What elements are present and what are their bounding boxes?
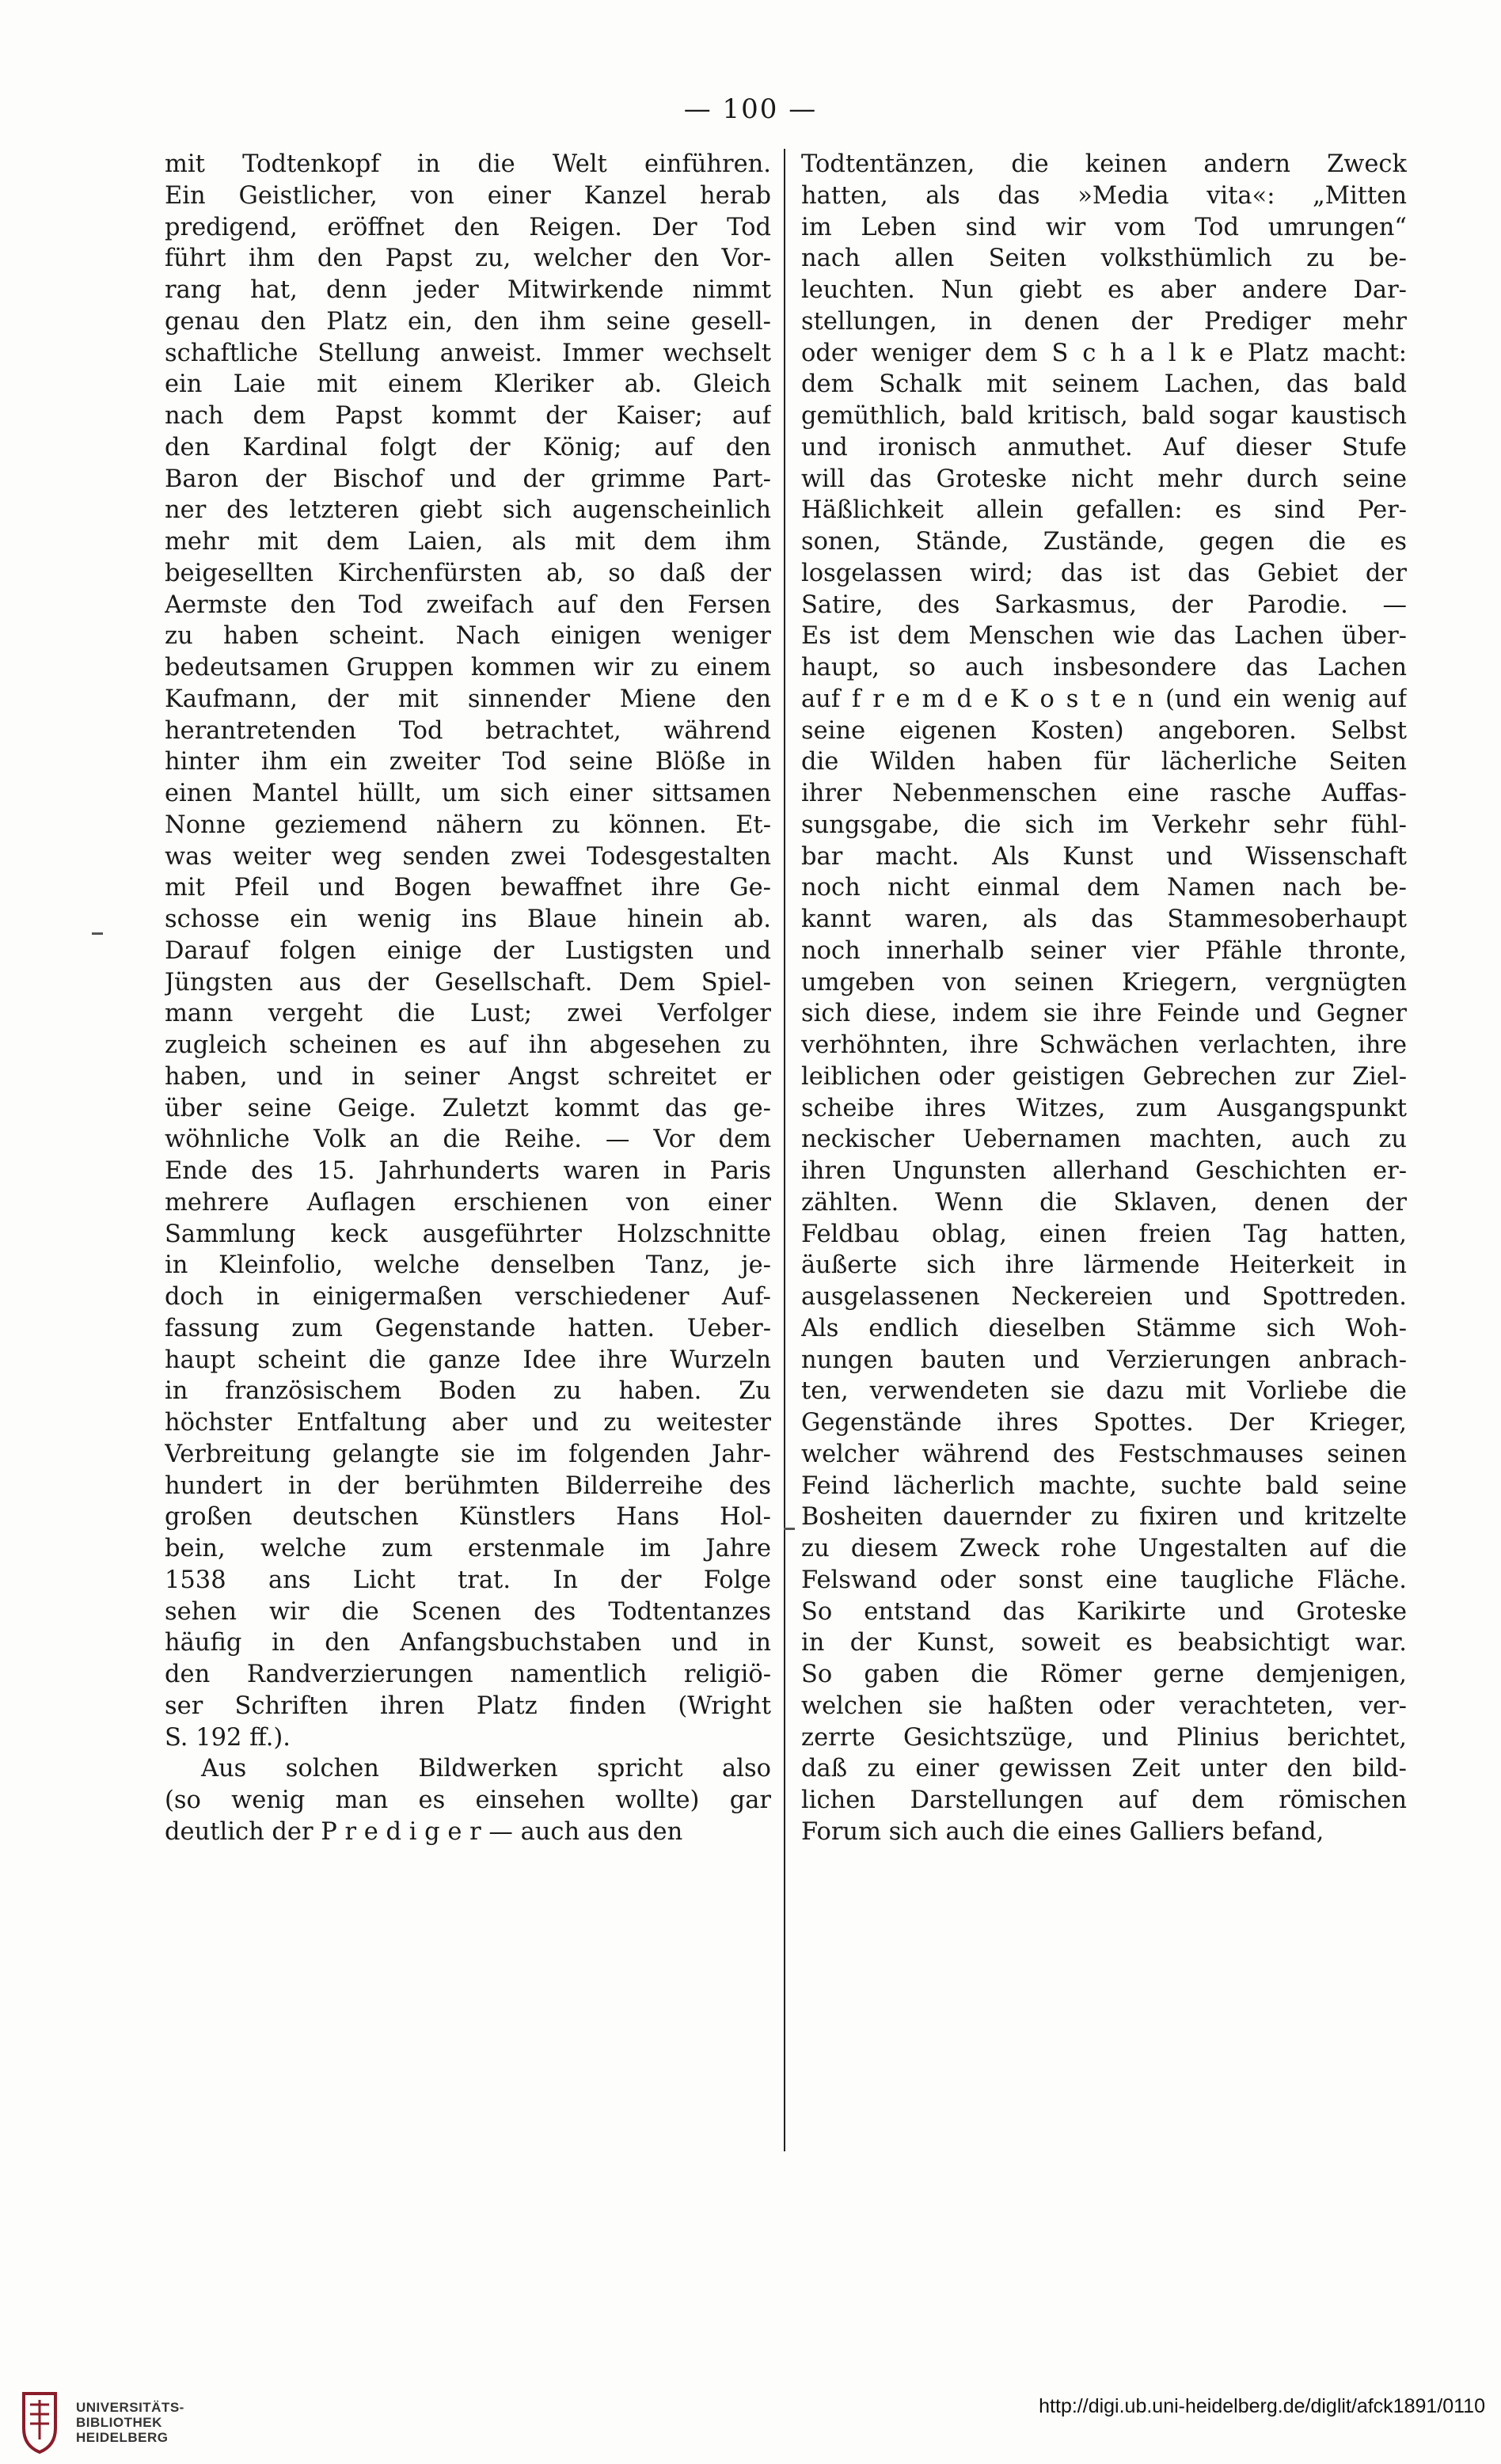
- text-line: noch innerhalb seiner vier Pfähle thronte,: [801, 936, 1407, 965]
- text-line: welchen sie haßten oder verachteten, ver-: [801, 1691, 1407, 1720]
- text-line: herantretenden Tod betrachtet, während: [165, 716, 771, 745]
- text-line: hatten, als das »Media vita«: „Mitten: [801, 181, 1407, 210]
- text-line: und ironisch anmuthet. Auf dieser Stufe: [801, 433, 1407, 461]
- text-line: (so wenig man es einsehen wollte) gar: [165, 1786, 771, 1814]
- text-line: deutlich der P r e d i g e r — auch aus den: [165, 1817, 683, 1846]
- text-line: So gaben die Römer gerne demjenigen,: [801, 1661, 1407, 1688]
- text-line: ausgelassenen Neckereien und Spottreden.: [801, 1283, 1407, 1311]
- text-line: seine eigenen Kosten) angeboren. Selbst: [801, 716, 1407, 745]
- text-line: doch in einigermaßen verschiedener Auf-: [165, 1283, 771, 1311]
- text-line: nungen bauten und Verzierungen anbrach-: [801, 1346, 1407, 1374]
- text-line: S. 192 ff.).: [165, 1723, 291, 1752]
- text-line: über seine Geige. Zuletzt kommt das ge-: [165, 1094, 771, 1122]
- text-line: Jüngsten aus der Gesellschaft. Dem Spiel-: [165, 968, 771, 997]
- text-line: daß zu einer gewissen Zeit unter den bild-: [801, 1755, 1407, 1783]
- text-line: Baron der Bischof und der grimme Part-: [165, 465, 771, 493]
- text-line: den Kardinal folgt der König; auf den: [165, 433, 771, 461]
- text-line: zu haben scheint. Nach einigen weniger: [165, 622, 771, 651]
- text-line: ihren Ungunsten allerhand Geschichten er-: [801, 1157, 1407, 1185]
- text-line: Darauf folgen einige der Lustigsten und: [165, 936, 771, 965]
- text-line: Felswand oder sonst eine taugliche Fläche.: [801, 1566, 1407, 1594]
- text-line: genau den Platz ein, den ihm seine gesell-: [165, 307, 771, 336]
- text-line: Ein Geistlicher, von einer Kanzel herab: [165, 181, 771, 210]
- text-line: hundert in der berühmten Bilderreihe des: [165, 1471, 771, 1500]
- text-line: schaftliche Stellung anweist. Immer wechselt: [165, 339, 771, 367]
- text-line: Es ist dem Menschen wie das Lachen über-: [801, 622, 1407, 651]
- library-seal-icon: [16, 2390, 63, 2454]
- text-line: Todtentänzen, die keinen andern Zweck: [801, 150, 1407, 178]
- text-line: ten, verwendeten sie dazu mit Vorliebe die: [801, 1377, 1407, 1406]
- text-line: bein, welche zum erstenmale im Jahre: [165, 1535, 771, 1562]
- text-line: Ende des 15. Jahrhunderts waren in Paris: [165, 1157, 771, 1185]
- text-line: schosse ein wenig ins Blaue hinein ab.: [165, 905, 771, 933]
- library-name: [76, 2400, 184, 2445]
- text-line: Nonne geziemend nähern zu können. Et-: [165, 811, 771, 839]
- text-line: Feldbau oblag, einen freien Tag hatten,: [801, 1220, 1407, 1248]
- text-line: haupt, so auch insbesondere das Lachen: [801, 654, 1407, 681]
- margin-mark: [784, 1528, 795, 1530]
- text-line: Feind lächerlich machte, suchte bald seine: [801, 1471, 1407, 1500]
- text-line: haben, und in seiner Angst schreitet er: [165, 1062, 771, 1091]
- text-line: oder weniger dem S c h a l k e Platz macht:: [801, 339, 1407, 367]
- text-line: ser Schriften ihren Platz finden (Wright: [165, 1691, 771, 1720]
- text-line: lichen Darstellungen auf dem römischen: [801, 1786, 1407, 1814]
- footer: [0, 2373, 1501, 2464]
- text-line: den Randverzierungen namentlich religiö-: [165, 1661, 771, 1688]
- text-line: Aus solchen Bildwerken spricht also: [201, 1755, 771, 1783]
- text-line: mehrere Auflagen erschienen von einer: [165, 1188, 771, 1217]
- right-column: [801, 149, 1407, 1848]
- text-line: was weiter weg senden zwei Todesgestalten: [165, 842, 771, 871]
- text-line: umgeben von seinen Kriegern, vergnügten: [801, 968, 1407, 997]
- text-line: im Leben sind wir vom Tod umrungen“: [801, 213, 1407, 241]
- text-line: Aermste den Tod zweifach auf den Fersen: [165, 590, 771, 619]
- left-column: [165, 149, 771, 1848]
- text-line: welcher während des Festschmauses seinen: [801, 1440, 1407, 1468]
- text-line: Forum sich auch die eines Galliers befand,: [801, 1817, 1324, 1846]
- text-line: mit Todtenkopf in die Welt einführen.: [165, 150, 771, 178]
- text-line: zählten. Wenn die Sklaven, denen der: [801, 1188, 1407, 1217]
- text-line: Gegenstände ihres Spottes. Der Krieger,: [801, 1409, 1407, 1437]
- text-line: in französischem Boden zu haben. Zu: [165, 1377, 771, 1406]
- library-logo: [16, 2390, 253, 2454]
- text-line: leuchten. Nun giebt es aber andere Dar-: [801, 276, 1407, 304]
- text-line: Satire, des Sarkasmus, der Parodie. —: [801, 590, 1407, 619]
- library-name-line: HEIDELBERG: [76, 2430, 169, 2445]
- text-line: häufig in den Anfangsbuchstaben und in: [165, 1629, 771, 1657]
- text-line: will das Groteske nicht mehr durch seine: [801, 465, 1407, 493]
- text-line: ner des letzteren giebt sich augenscheinlich: [165, 496, 771, 525]
- text-line: Verbreitung gelangte sie im folgenden Jahr-: [165, 1440, 771, 1468]
- text-line: wöhnliche Volk an die Reihe. — Vor dem: [165, 1126, 771, 1154]
- text-line: mann vergeht die Lust; zwei Verfolger: [165, 1000, 771, 1028]
- text-line: gemüthlich, bald kritisch, bald sogar kaustisch: [801, 402, 1407, 430]
- text-line: Kaufmann, der mit sinnender Miene den: [165, 685, 771, 713]
- text-line: großen deutschen Künstlers Hans Hol-: [165, 1503, 771, 1532]
- text-line: rang hat, denn jeder Mitwirkende nimmt: [165, 276, 771, 304]
- text-line: Sammlung keck ausgeführter Holzschnitte: [165, 1220, 771, 1248]
- text-line: die Wilden haben für lächerliche Seiten: [801, 748, 1407, 776]
- text-line: 1538 ans Licht trat. In der Folge: [165, 1566, 771, 1594]
- text-line: auf f r e m d e K o s t e n (und ein wenig auf: [801, 685, 1407, 713]
- text-line: zerrte Gesichtszüge, und Plinius berichtet,: [801, 1723, 1407, 1752]
- margin-mark: [92, 932, 103, 935]
- text-line: leiblichen oder geistigen Gebrechen zur Ziel-: [801, 1062, 1407, 1091]
- text-line: nach allen Seiten volksthümlich zu be-: [801, 245, 1407, 273]
- text-line: kannt waren, als das Stammesoberhaupt: [801, 905, 1407, 933]
- text-line: ein Laie mit einem Kleriker ab. Gleich: [165, 370, 771, 399]
- text-line: sungsgabe, die sich im Verkehr sehr fühl-: [801, 811, 1407, 839]
- text-line: bedeutsamen Gruppen kommen wir zu einem: [165, 654, 771, 681]
- text-line: sehen wir die Scenen des Todtentanzes: [165, 1597, 771, 1626]
- text-line: in Kleinfolio, welche denselben Tanz, je-: [165, 1251, 771, 1280]
- text-line: losgelassen wird; das ist das Gebiet der: [801, 559, 1407, 587]
- text-line: neckischer Uebernamen machten, auch zu: [801, 1126, 1407, 1154]
- text-line: ihrer Nebenmenschen eine rasche Auffas-: [801, 780, 1407, 807]
- text-line: dem Schalk mit seinem Lachen, das bald: [801, 370, 1407, 399]
- column-divider: [784, 149, 785, 2151]
- text-line: beigesellten Kirchenfürsten ab, so daß der: [165, 559, 771, 587]
- source-url-link[interactable]: http://digi.ub.uni-heidelberg.de/diglit/afck1891/0110: [1039, 2395, 1485, 2417]
- text-line: einen Mantel hüllt, um sich einer sittsamen: [165, 780, 771, 807]
- text-line: hinter ihm ein zweiter Tod seine Blöße in: [165, 748, 771, 776]
- text-line: nach dem Papst kommt der Kaiser; auf: [165, 402, 771, 430]
- text-line: scheibe ihres Witzes, zum Ausgangspunkt: [801, 1094, 1407, 1122]
- text-line: stellungen, in denen der Prediger mehr: [801, 307, 1407, 336]
- text-line: in der Kunst, soweit es beabsichtigt war.: [801, 1629, 1407, 1657]
- text-line: mehr mit dem Laien, als mit dem ihm: [165, 528, 771, 556]
- text-line: Als endlich dieselben Stämme sich Woh-: [801, 1314, 1407, 1342]
- text-line: Bosheiten dauernder zu fixiren und kritzelte: [801, 1503, 1407, 1532]
- text-line: verhöhnten, ihre Schwächen verlachten, ihre: [801, 1031, 1407, 1059]
- text-line: höchster Entfaltung aber und zu weitester: [165, 1409, 771, 1437]
- text-line: So entstand das Karikirte und Groteske: [801, 1597, 1407, 1626]
- text-line: sonen, Stände, Zustände, gegen die es: [801, 528, 1407, 556]
- library-name-line: BIBLIOTHEK: [76, 2415, 162, 2430]
- text-line: predigend, eröffnet den Reigen. Der Tod: [165, 213, 771, 241]
- text-line: Häßlichkeit allein gefallen: es sind Per-: [801, 496, 1407, 525]
- text-line: sich diese, indem sie ihre Feinde und Gegner: [801, 1000, 1407, 1028]
- text-line: führt ihm den Papst zu, welcher den Vor-: [165, 245, 771, 273]
- text-line: zu diesem Zweck rohe Ungestalten auf die: [801, 1535, 1407, 1562]
- text-line: zugleich scheinen es auf ihn abgesehen zu: [165, 1031, 771, 1059]
- text-line: fassung zum Gegenstande hatten. Ueber-: [165, 1314, 771, 1342]
- text-line: äußerte sich ihre lärmende Heiterkeit in: [801, 1251, 1407, 1280]
- page-number: — 100 —: [683, 93, 818, 125]
- text-line: bar macht. Als Kunst und Wissenschaft: [801, 842, 1407, 871]
- library-name-line: UNIVERSITÄTS-: [76, 2400, 184, 2415]
- text-line: haupt scheint die ganze Idee ihre Wurzeln: [165, 1346, 771, 1374]
- text-line: mit Pfeil und Bogen bewaffnet ihre Ge-: [165, 874, 771, 902]
- text-line: noch nicht einmal dem Namen nach be-: [801, 874, 1407, 902]
